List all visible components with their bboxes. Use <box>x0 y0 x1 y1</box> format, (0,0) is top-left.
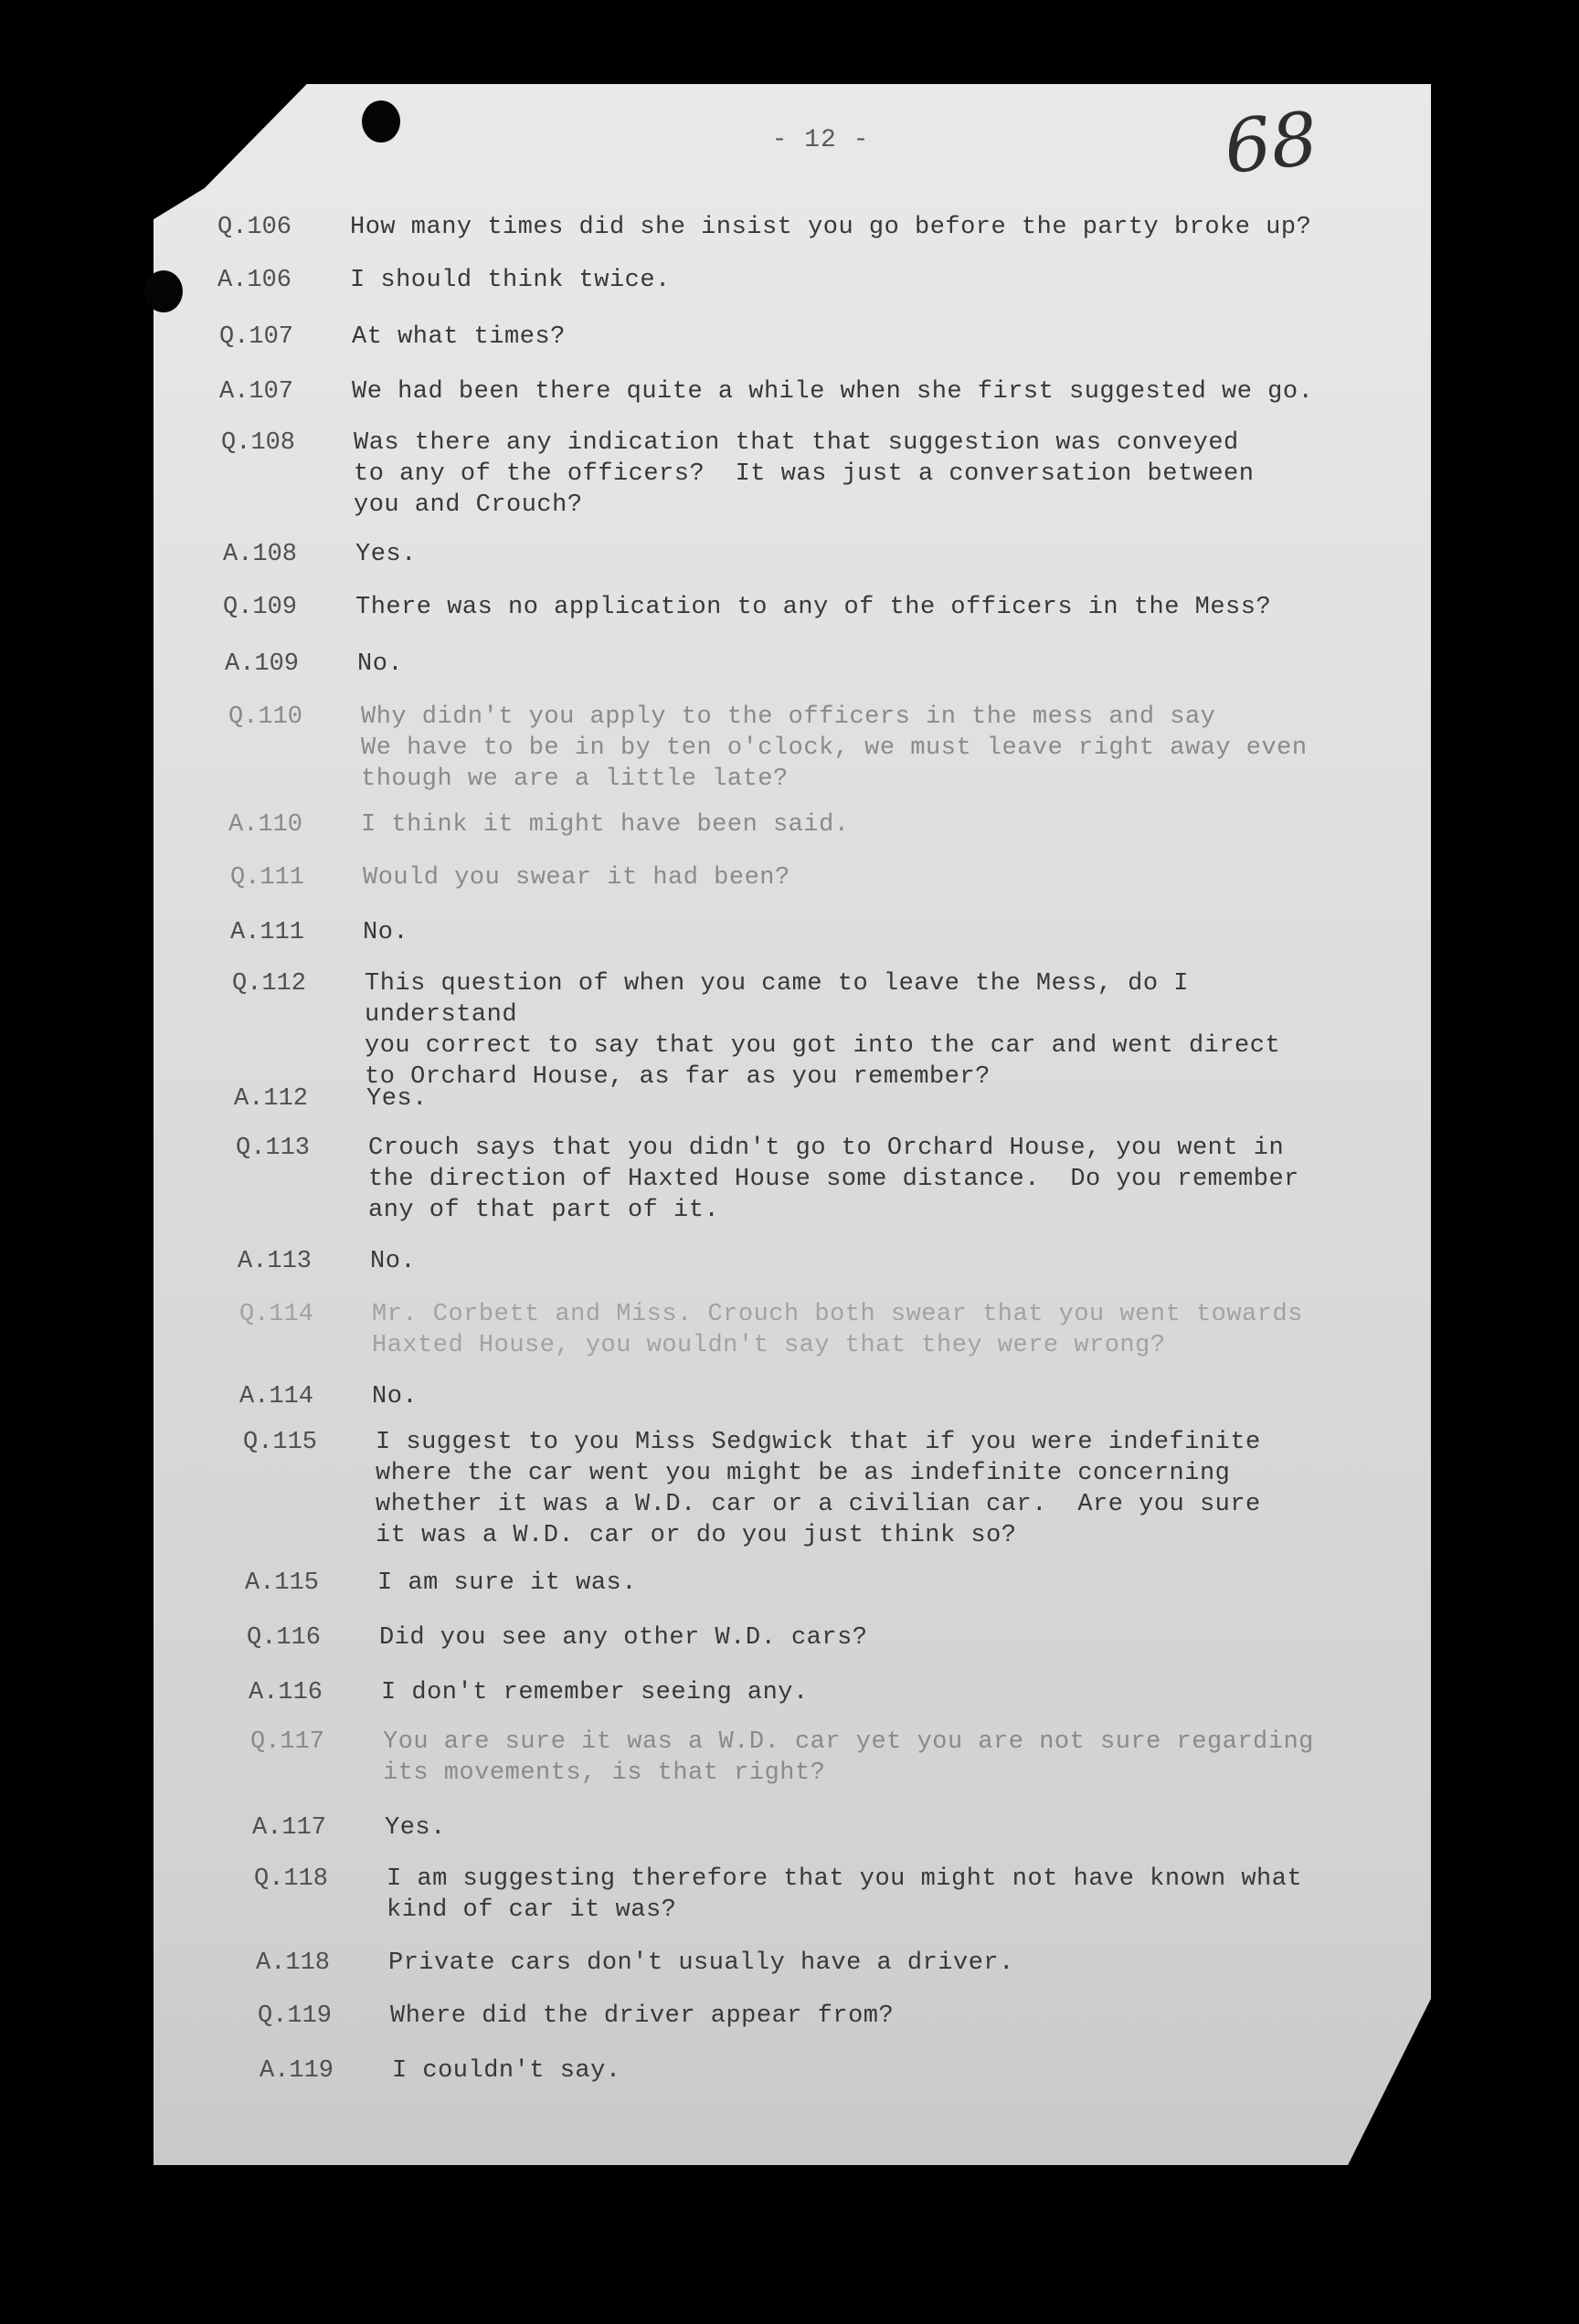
entry-text: No. <box>370 1248 417 1275</box>
entry-text: You are sure it was a W.D. car yet you are not sure regarding its movements, is that right? <box>383 1728 1314 1787</box>
entry-label: A.117 <box>252 1814 327 1842</box>
entry-text: Private cars don't usually have a driver. <box>388 1949 1014 1977</box>
punch-hole-left <box>144 270 183 312</box>
entry-label: Q.116 <box>247 1624 322 1652</box>
entry-text: Would you swear it had been? <box>363 864 790 892</box>
entry-label: A.113 <box>238 1248 313 1275</box>
entry-text: Mr. Corbett and Miss. Crouch both swear that you went towards Haxted House, you wouldn't say that they were wrong? <box>372 1301 1303 1359</box>
entry-label: A.109 <box>225 650 300 678</box>
entry-label: A.112 <box>234 1085 309 1113</box>
entry-text: Did you see any other W.D. cars? <box>379 1624 868 1652</box>
entry-text: Crouch says that you didn't go to Orchard House, you went in the direction of Haxted House some distance. Do you remember any of that part of it. <box>368 1135 1299 1224</box>
page-number: - 12 - <box>771 126 870 154</box>
entry-label: Q.111 <box>230 864 305 892</box>
entry-label: Q.106 <box>217 214 292 241</box>
entry-label: A.116 <box>249 1679 323 1706</box>
entry-text: I am sure it was. <box>377 1569 637 1597</box>
entry-text: Yes. <box>355 541 417 568</box>
entry-text: I couldn't say. <box>392 2057 621 2085</box>
entry-text: I am suggesting therefore that you might not have known what kind of car it was? <box>387 1865 1303 1924</box>
entry-text: How many times did she insist you go before the party broke up? <box>350 214 1312 241</box>
entry-label: Q.118 <box>254 1865 329 1893</box>
entry-text: There was no application to any of the officers in the Mess? <box>355 594 1272 621</box>
entry-text: I think it might have been said. <box>361 811 850 839</box>
entry-text: I suggest to you Miss Sedgwick that if you were indefinite where the car went you might be as indefinite concerning whether it was a W.D. car or a civilian car. Are you sure it was a W.D. car or do you just think so? <box>376 1429 1261 1549</box>
entry-text: I should think twice. <box>350 267 671 294</box>
entry-label: A.106 <box>217 267 292 294</box>
handwritten-folio-number: 68 <box>1220 95 1322 191</box>
entry-label: A.118 <box>256 1949 331 1977</box>
entry-text: Yes. <box>366 1085 428 1113</box>
entry-label: Q.109 <box>223 594 298 621</box>
entry-text: Why didn't you apply to the officers in the mess and say We have to be in by ten o'clock, we must leave right away even though we are a little late? <box>361 703 1308 793</box>
entry-text: This question of when you came to leave the Mess, do I understand you correct to say that you got into the car and went direct to Orchard House, as far as you remember? <box>365 970 1281 1091</box>
entry-label: Q.108 <box>221 429 296 457</box>
entry-label: A.108 <box>223 541 298 568</box>
entry-text: No. <box>372 1383 419 1410</box>
entry-label: Q.114 <box>239 1301 314 1328</box>
entry-label: A.110 <box>228 811 303 839</box>
entry-label: A.115 <box>245 1569 320 1597</box>
entry-label: A.111 <box>230 919 305 946</box>
entry-label: Q.113 <box>236 1135 311 1162</box>
entry-text: Was there any indication that that suggestion was conveyed to any of the officers? It was just a conversation between you and Crouch? <box>354 429 1255 519</box>
entry-label: Q.119 <box>258 2002 333 2030</box>
entry-label: Q.110 <box>228 703 303 731</box>
entry-text: Yes. <box>385 1814 446 1842</box>
entry-label: A.114 <box>239 1383 314 1410</box>
entry-text: No. <box>363 919 409 946</box>
punch-hole-top <box>362 100 400 143</box>
entry-label: Q.115 <box>243 1429 318 1456</box>
entry-text: We had been there quite a while when she first suggested we go. <box>352 378 1314 406</box>
entry-label: A.119 <box>260 2057 334 2085</box>
entry-label: Q.112 <box>232 970 307 998</box>
entry-text: I don't remember seeing any. <box>381 1679 809 1706</box>
entry-text: No. <box>357 650 404 678</box>
entry-label: A.107 <box>219 378 294 406</box>
entry-label: Q.107 <box>219 323 294 351</box>
entry-text: At what times? <box>352 323 566 351</box>
entry-text: Where did the driver appear from? <box>390 2002 895 2030</box>
entry-label: Q.117 <box>250 1728 325 1756</box>
